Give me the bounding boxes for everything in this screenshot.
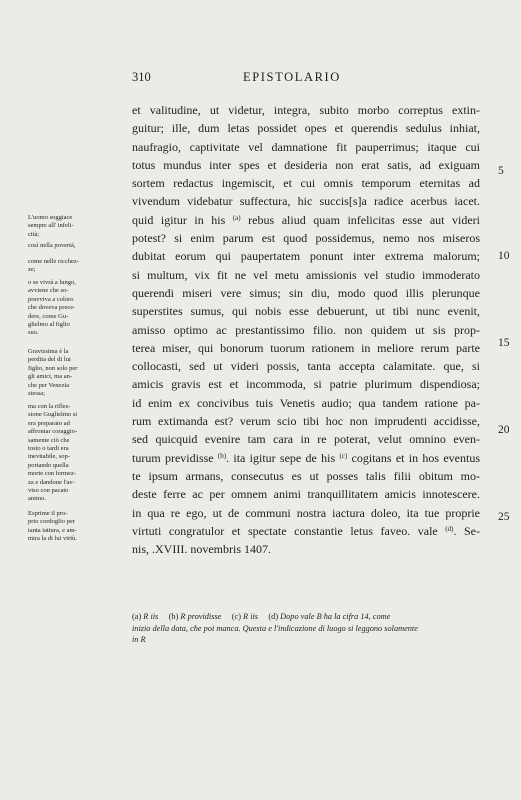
text-segment: . ita igitur sepe de his	[226, 450, 336, 465]
margin-note-line: o se vivrà a lungo,	[28, 279, 76, 286]
text-line: nis, .XVIII. novembris 1407.	[132, 542, 271, 557]
margin-note	[28, 510, 132, 544]
footnote-label: (d)	[268, 612, 279, 621]
text-line: rum extimanda est? verum scio tibi hoc non imprudenti accidisse,	[132, 414, 480, 429]
text-line: totus mundus inter spes et desideria non erat satis, ad exiguam	[132, 157, 480, 172]
footnote-ref: (b)	[217, 451, 227, 460]
text-line	[132, 522, 480, 540]
text-line: amisso optimo ac prestantissimo filio. non quidem ut sis prop-	[132, 322, 480, 337]
margin-note-line: così nella povertà,	[28, 242, 76, 249]
margin-note-line: inevitabile, sop-	[28, 453, 70, 461]
running-title: EPISTOLARIO	[243, 70, 341, 84]
margin-note-line: ma con la rifles-	[28, 403, 71, 410]
line-number: 15	[498, 337, 510, 349]
margin-note	[28, 279, 132, 338]
margin-note	[28, 214, 132, 239]
text-line: deste ferre ac per omnem animi tranquillitatem amicis innotescere.	[132, 487, 480, 502]
margin-note-line: prio cordoglio per	[28, 518, 75, 526]
text-line: superstites sumus, qui nobis esse debuerunt, ut tibi nunc evenit,	[132, 304, 480, 319]
text-line: in qua re ego, ut de communi nostra iactura doleo, ita tue proprie	[132, 505, 480, 520]
footnote-ref: (c)	[339, 451, 348, 460]
footnotes	[132, 611, 477, 646]
margin-note-line: era preparato ad	[28, 419, 70, 427]
margin-note-line: stessa;	[28, 390, 45, 398]
text-segment: cogitans et in hos eventus	[351, 450, 481, 465]
text-line: potest? si enim parum est quod possidemus, nemo nos miseros	[132, 231, 480, 246]
margin-note-line: avviene che so-	[28, 287, 69, 295]
margin-note-line: Esprime il pro-	[28, 510, 68, 517]
text-segment: turum previdisse	[132, 450, 214, 465]
margin-note-line: tanta iattura, e am-	[28, 526, 77, 534]
footnote-text: R iis	[143, 612, 159, 621]
margin-note-line: sempre all' infeli-	[28, 222, 74, 230]
footnote-text: R providisse	[180, 612, 222, 621]
margin-note-line: che doveva prece-	[28, 304, 76, 312]
margin-note-line: come nelle ricchez-	[28, 258, 79, 265]
margin-note-line: tosto o tardi era	[28, 445, 69, 453]
text-line: querendi miseri vere simus; sin diu, modo quod illis plerunque	[132, 285, 480, 300]
letter-text	[132, 101, 480, 558]
text-line: si multum, vix fit ne vel metu amissionis vel studio immoderato	[132, 267, 480, 282]
margin-note	[28, 403, 132, 504]
text-segment: . Se-	[453, 523, 480, 538]
text-line	[132, 449, 480, 467]
margin-note	[28, 258, 132, 275]
margin-note-line: animo.	[28, 495, 46, 503]
footnote-label: (b)	[168, 612, 179, 621]
footnote-label: (a)	[132, 612, 142, 621]
margin-note-line: sione Guglielmo si	[28, 411, 78, 419]
footnote-ref: (d)	[445, 524, 454, 533]
margin-note-line: za e dandone l'av-	[28, 478, 75, 486]
text-line: sed quicquid evenire tam cara in re poterat, velut omnino even-	[132, 432, 480, 447]
margin-note-line: perdita del di lui	[28, 356, 71, 364]
text-line: id enim ex concivibus tuis Venetis audio; qua tandem ratione pa-	[132, 395, 480, 410]
text-line: te ipsum armans, consecutus es ut posses talis filii obitum mo-	[132, 468, 480, 483]
footnote-label: (c)	[231, 612, 241, 621]
line-number: 25	[498, 511, 510, 523]
footnote-ref: (a)	[232, 213, 241, 222]
margin-note-line: L'uomo soggiace	[28, 214, 73, 221]
text-line: sortem redactus ingemiscit, et cui omnis temporum eternitas ad	[132, 176, 480, 191]
text-line: collocasti, sed ut videri possis, tanta accepta calamitate. que, si	[132, 359, 480, 374]
text-line: amicis gravis est et incommoda, si patrie plurimum dispendiosa;	[132, 377, 480, 392]
margin-note-line: viso con pacato	[28, 487, 69, 495]
text-segment: rebus aliud quam infelicitas esse aut videri	[248, 212, 481, 227]
margin-note-line: mira la di lui virtù.	[28, 535, 77, 543]
text-line: guitur; ille, dum letas possidet opes et querendis sedulus inhiat,	[132, 121, 480, 136]
text-line: naufragio, captivitate vel damnatione fit pauperrimus; itaque cui	[132, 139, 480, 154]
margin-note-line: cità;	[28, 230, 40, 238]
margin-note-line: figlio, non solo per	[28, 364, 78, 372]
margin-note-line: dere, come Gu-	[28, 312, 69, 320]
footnote-text: Dopo vale B ha la cifra 14, come	[280, 612, 391, 621]
text-segment: quid igitur in his	[132, 212, 226, 227]
page-header	[132, 70, 482, 86]
line-number: 5	[498, 165, 504, 177]
line-number: 20	[498, 424, 510, 436]
footnote-text: R iis	[243, 612, 259, 621]
margin-note-line: affrontar coraggio-	[28, 428, 78, 436]
margin-note-line: ze;	[28, 266, 36, 274]
margin-note-line: pravviva a coloro	[28, 295, 74, 303]
margin-note	[28, 348, 132, 398]
text-segment: virtuti congratulor et spectate constantie letus faveo. vale	[132, 523, 438, 538]
line-number: 10	[498, 250, 510, 262]
margin-note-line: che per Venezia	[28, 381, 70, 389]
page-number: 310	[132, 70, 151, 84]
margin-note-line: Gravissima è la	[28, 348, 69, 355]
text-line: et valitudine, ut videtur, integra, subito morbo correptus extin-	[132, 103, 480, 117]
margin-note-line: gli amici, ma an-	[28, 373, 73, 381]
text-line	[132, 211, 480, 229]
margin-note-line: portando quella	[28, 461, 69, 469]
margin-note-line: suo.	[28, 329, 39, 337]
margin-note	[28, 242, 132, 250]
text-line: terea miser, qui bonorum tuorum rationem in meliore rerum parte	[132, 340, 480, 355]
margin-note-line: samente ciò che	[28, 436, 70, 444]
footnote-line	[132, 611, 477, 623]
footnote-line: in R	[132, 635, 146, 645]
margin-note-line: glielmo al figlio	[28, 321, 70, 329]
text-line: dubitat eorum qui paupertatem ponunt inter extrema malorum;	[132, 249, 480, 264]
margin-note-line: morte con fermez-	[28, 470, 77, 478]
text-line: vivendum videbatur suffectura, hic succis[s]a radice acerbus iacet.	[132, 194, 480, 209]
footnote-line: inizio della data, che poi manca. Questa e l'indicazione di luogo si leggono solamente	[132, 623, 418, 633]
